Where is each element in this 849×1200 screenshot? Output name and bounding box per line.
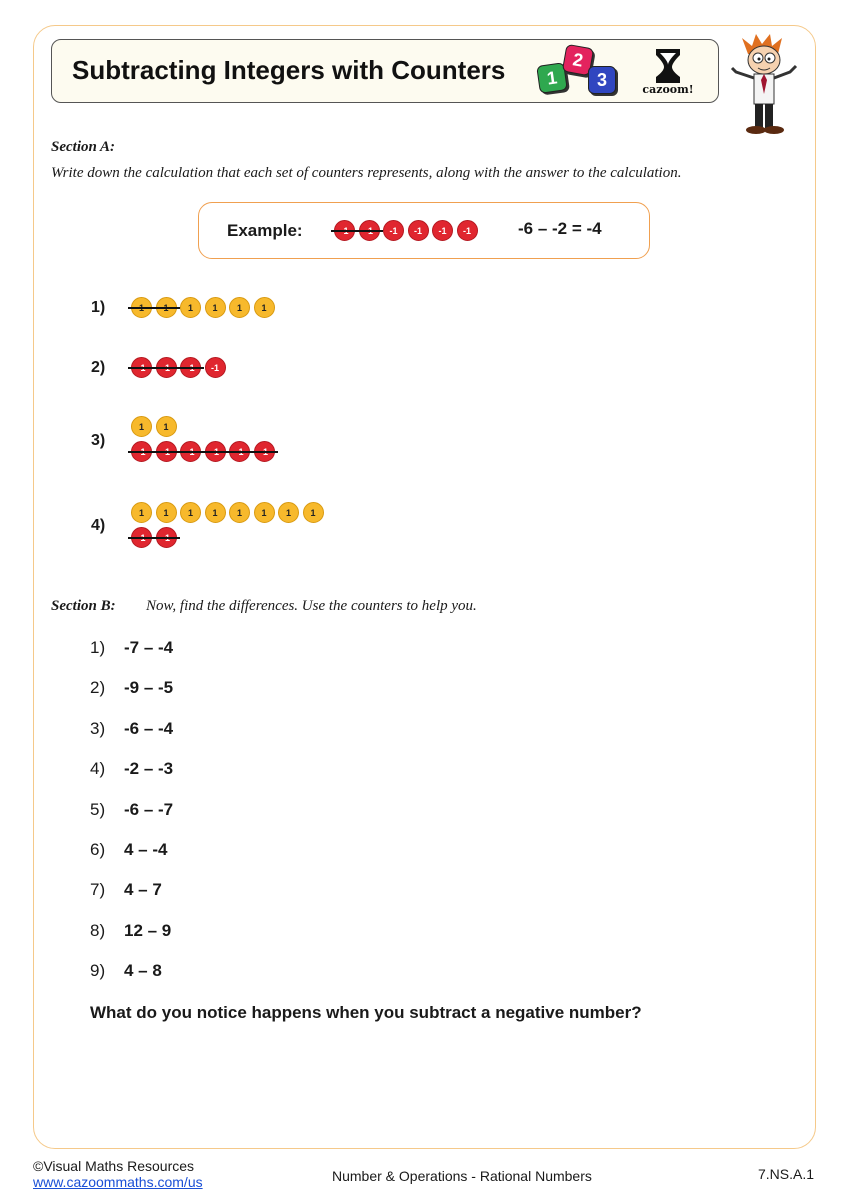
b-item-expression: -2 – -3: [124, 759, 174, 778]
b-item-number: 4): [90, 759, 106, 778]
b-item-expression: 4 – -4: [124, 840, 168, 859]
b-item-7: [90, 880, 162, 900]
b-item-expression: -6 – -7: [124, 800, 174, 819]
b-item-number: 6): [90, 840, 106, 859]
q2-row1-counter-4: -1: [205, 357, 226, 378]
q4-row1-counter-8: 1: [303, 502, 324, 523]
footer-url-link[interactable]: www.cazoommaths.com/us: [33, 1174, 203, 1190]
block-2: 2: [562, 44, 594, 76]
b-item-number: 1): [90, 638, 106, 657]
section-b-instruction: Now, find the differences. Use the counters to help you.: [146, 598, 477, 614]
q4-row1-counter-6: 1: [254, 502, 275, 523]
b-item-expression: 4 – 8: [124, 961, 162, 980]
q2-row1-strike-line: [128, 367, 204, 369]
b-item-8: [90, 921, 171, 941]
b-item-4: [90, 759, 173, 779]
example-counter-6: -1: [457, 220, 478, 241]
b-item-number: 7): [90, 880, 106, 899]
b-item-2: [90, 678, 173, 698]
example-counter-3: -1: [383, 220, 404, 241]
b-item-number: 9): [90, 961, 106, 980]
example-strike-line: [331, 230, 383, 232]
q1-row1-counter-6: 1: [254, 297, 275, 318]
footer-topic: Number & Operations - Rational Numbers: [332, 1168, 592, 1184]
number-blocks-icon: [536, 42, 622, 98]
q1-row1-strike-line: [128, 307, 180, 309]
block-1: 1: [536, 62, 568, 94]
q4-row1-counter-5: 1: [229, 502, 250, 523]
q1-row1-counter-5: 1: [229, 297, 250, 318]
reflection-question: What do you notice happens when you subtract a negative number?: [90, 1003, 642, 1022]
q4-row1-counter-7: 1: [278, 502, 299, 523]
q4-row1-counter-3: 1: [180, 502, 201, 523]
a-question-number-1: 1): [91, 299, 106, 316]
footer-copyright: ©Visual Maths Resources: [33, 1158, 195, 1174]
b-item-expression: -6 – -4: [124, 719, 174, 738]
block-3: 3: [588, 66, 616, 94]
q1-row1-counter-4: 1: [205, 297, 226, 318]
b-item-expression: 4 – 7: [124, 880, 162, 899]
a-question-number-4: 4): [91, 517, 106, 534]
q3-row2-strike-line: [128, 451, 278, 453]
b-item-5: [90, 800, 173, 820]
a-question-number-2: 2): [91, 359, 106, 376]
page-title: Subtracting Integers with Counters: [72, 55, 506, 85]
b-item-number: 8): [90, 921, 106, 940]
section-a-instruction: Write down the calculation that each set of counters represents, along with the answer to the calculation.: [51, 165, 682, 181]
section-a-label: Section A:: [51, 139, 116, 155]
example-equation: -6 – -2 = -4: [518, 219, 602, 238]
b-item-1: [90, 638, 173, 658]
b-item-number: 3): [90, 719, 106, 738]
b-item-expression: -9 – -5: [124, 678, 174, 697]
q3-row1-counter-1: 1: [131, 416, 152, 437]
q4-row1-counter-2: 1: [156, 502, 177, 523]
b-item-6: [90, 840, 167, 860]
b-item-expression: 12 – 9: [124, 921, 172, 940]
q4-row2-strike-line: [128, 537, 180, 539]
example-label: Example:: [227, 221, 303, 240]
footer-standard: 7.NS.A.1: [758, 1166, 815, 1182]
q3-row1-counter-2: 1: [156, 416, 177, 437]
example-counter-4: -1: [408, 220, 429, 241]
b-item-number: 5): [90, 800, 106, 819]
q4-row1-counter-4: 1: [205, 502, 226, 523]
logo-text: cazoom!: [642, 83, 694, 96]
b-item-number: 2): [90, 678, 106, 697]
b-item-3: [90, 719, 173, 739]
mascot-character-icon: [728, 32, 800, 136]
b-item-9: [90, 961, 162, 981]
a-question-number-3: 3): [91, 432, 106, 449]
section-b-label: Section B:: [51, 598, 116, 614]
cazoom-logo: [638, 45, 698, 100]
q1-row1-counter-3: 1: [180, 297, 201, 318]
q4-row1-counter-1: 1: [131, 502, 152, 523]
b-item-expression: -7 – -4: [124, 638, 174, 657]
example-counter-5: -1: [432, 220, 453, 241]
